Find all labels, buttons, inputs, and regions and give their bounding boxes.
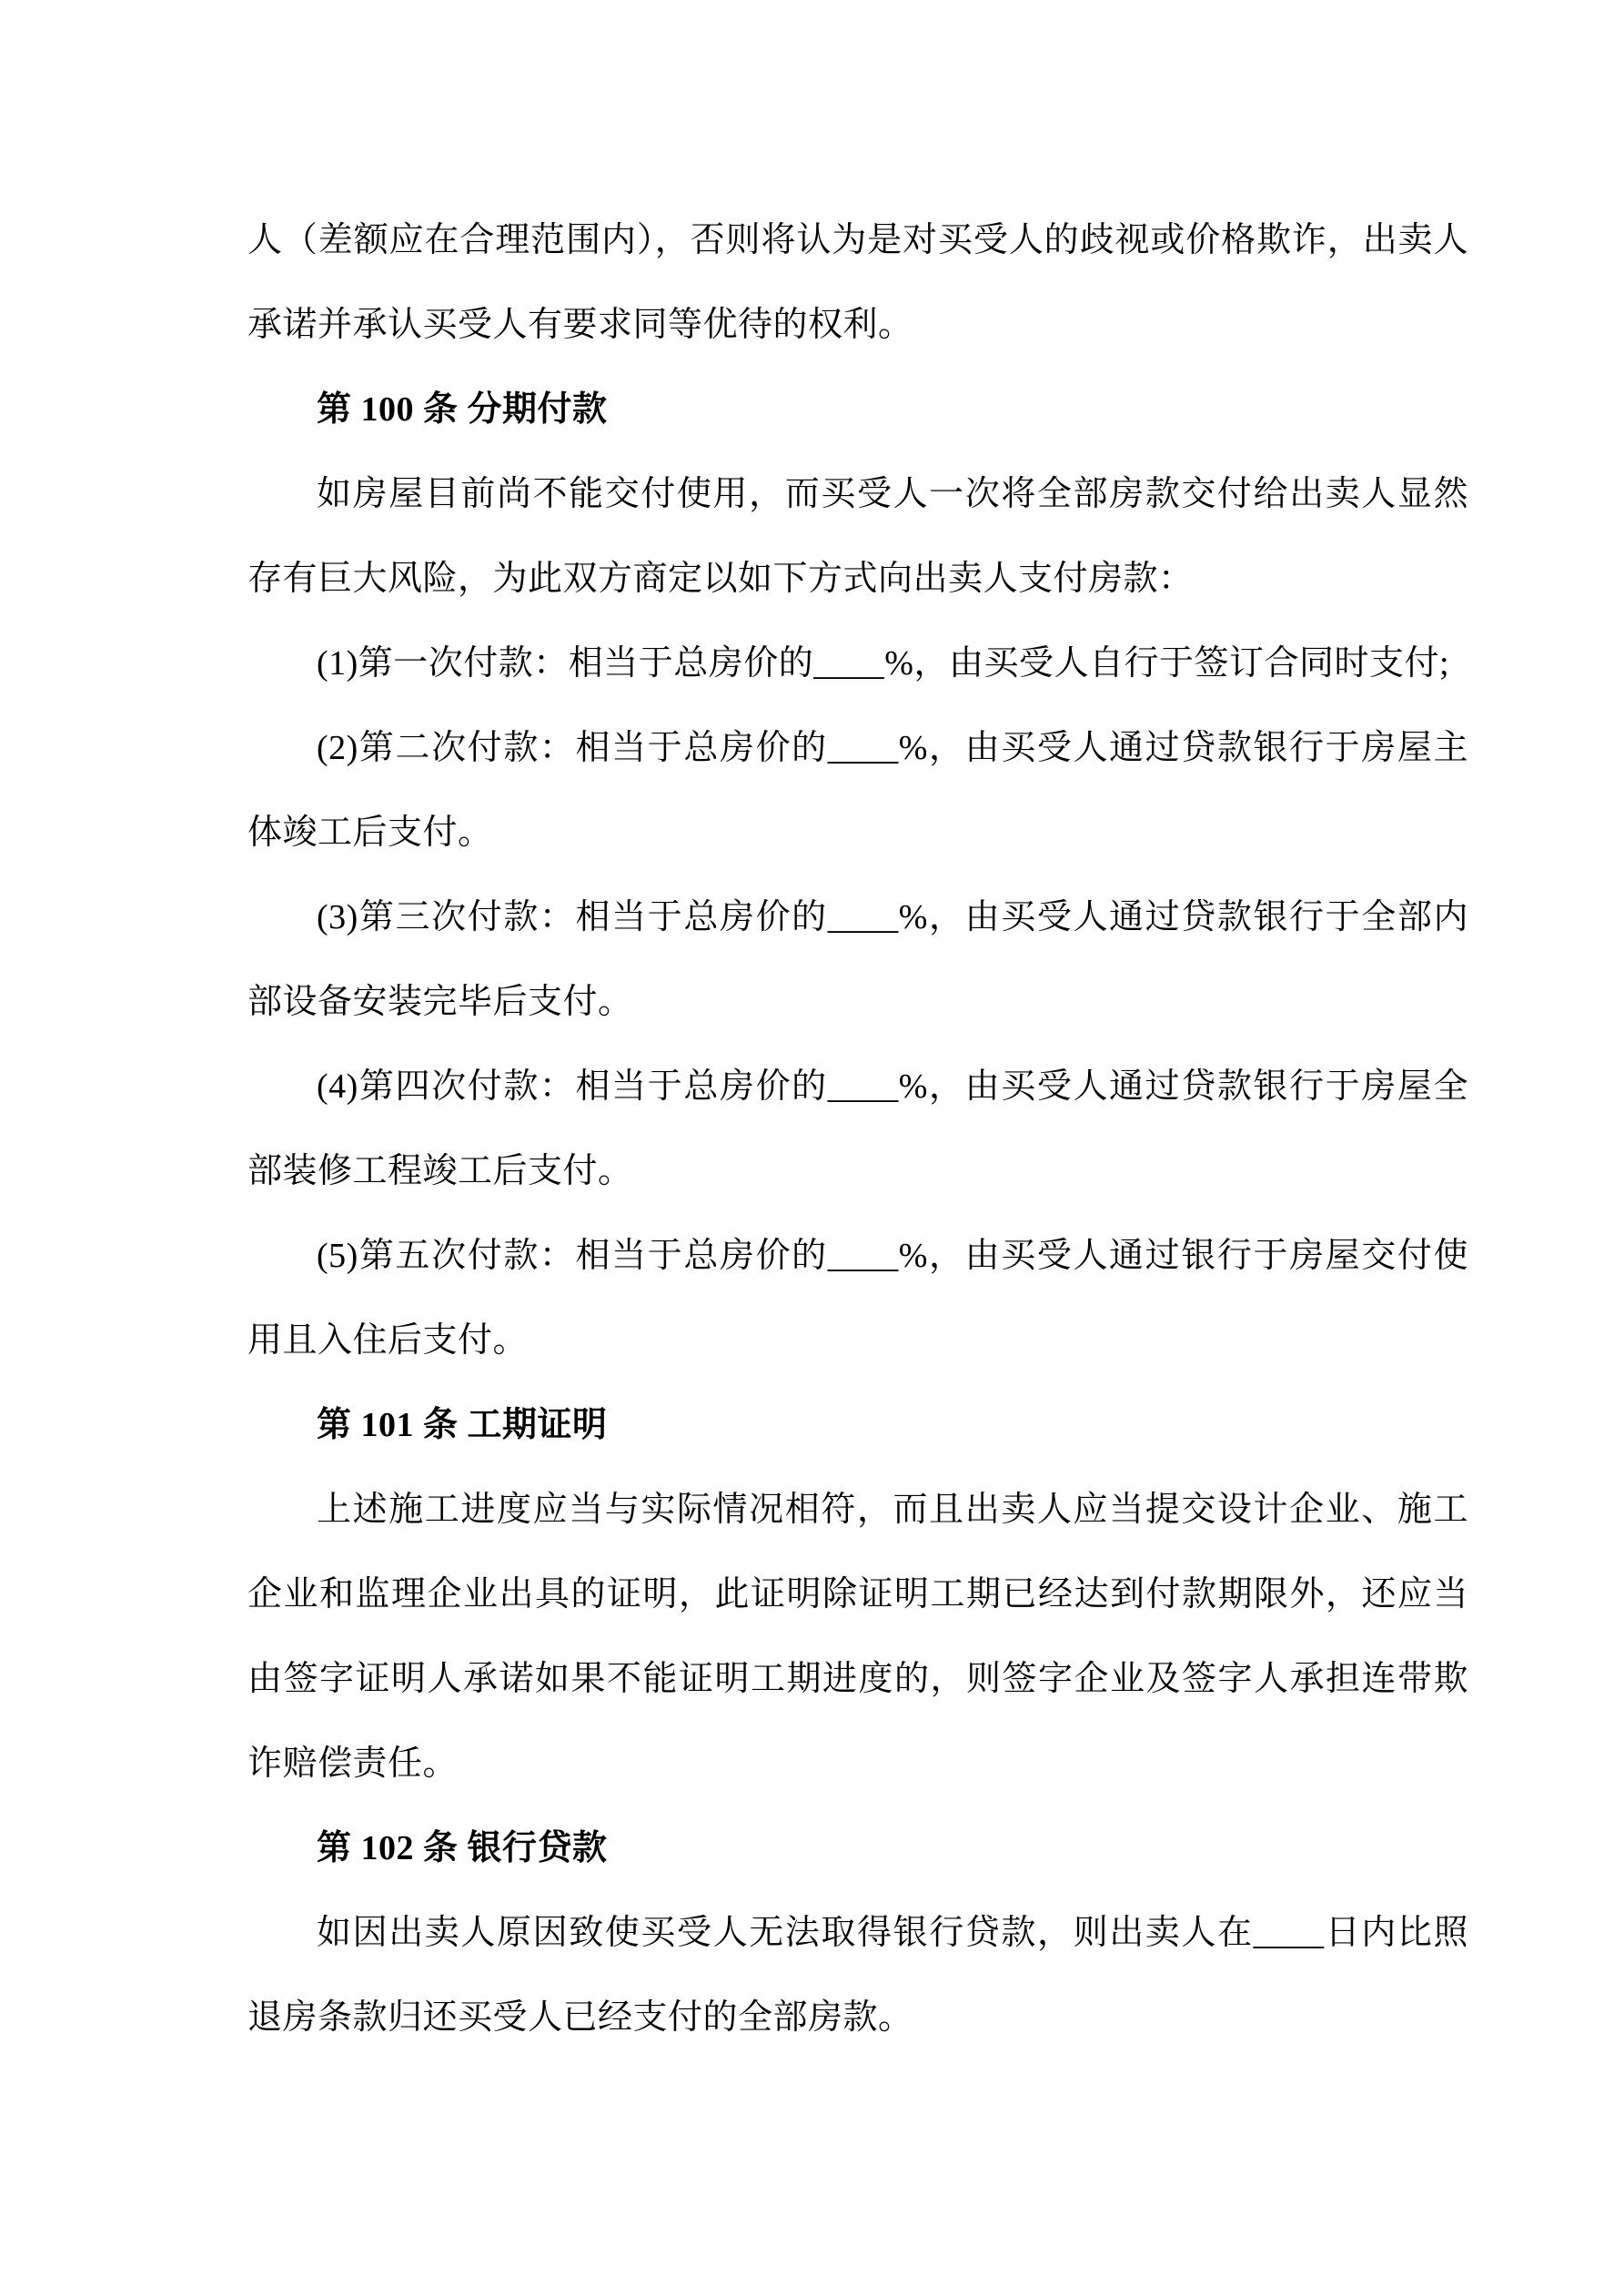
paragraph-payment-item-2: (2)第二次付款：相当于总房价的____%，由买受人通过贷款银行于房屋主体竣工后支付。	[247, 729, 1468, 852]
paragraph-bank-loan-refund: 如因出卖人原因致使买受人无法取得银行贷款，则出卖人在____日内比照退房条款归还买受人已经支付的全部房款。	[247, 1914, 1468, 2037]
paragraph-installment-intro: 如房屋目前尚不能交付使用，而买受人一次将全部房款交付给出卖人显然存有巨大风险，为此双方商定以如下方式向出卖人支付房款：	[247, 475, 1468, 598]
clause-heading-article-100: 第 100 条 分期付款	[317, 390, 608, 429]
clause-heading-article-102: 第 102 条 银行贷款	[317, 1829, 608, 1867]
paragraph-payment-item-3: (3)第三次付款：相当于总房价的____%，由买受人通过贷款银行于全部内部设备安装完毕后支付。	[247, 898, 1468, 1021]
paragraph-price-equality-continuation: 人（差额应在合理范围内），否则将认为是对买受人的歧视或价格欺诈，出卖人承诺并承认买受人有要求同等优待的权利。	[247, 221, 1468, 344]
paragraph-construction-progress-proof: 上述施工进度应当与实际情况相符，而且出卖人应当提交设计企业、施工企业和监理企业出具的证明，此证明除证明工期已经达到付款期限外，还应当由签字证明人承诺如果不能证明工期进度的，则签字企业及签字人承担连带欺诈赔偿责任。	[247, 1491, 1468, 1783]
paragraph-payment-item-5: (5)第五次付款：相当于总房价的____%，由买受人通过银行于房屋交付使用且入住后支付。	[247, 1237, 1468, 1360]
paragraph-payment-item-4: (4)第四次付款：相当于总房价的____%，由买受人通过贷款银行于房屋全部装修工程竣工后支付。	[247, 1067, 1468, 1190]
paragraph-payment-item-1: (1)第一次付款：相当于总房价的____%，由买受人自行于签订合同时支付;	[317, 644, 1450, 683]
contract-text-body	[247, 198, 1468, 2060]
clause-heading-article-101: 第 101 条 工期证明	[317, 1406, 608, 1444]
